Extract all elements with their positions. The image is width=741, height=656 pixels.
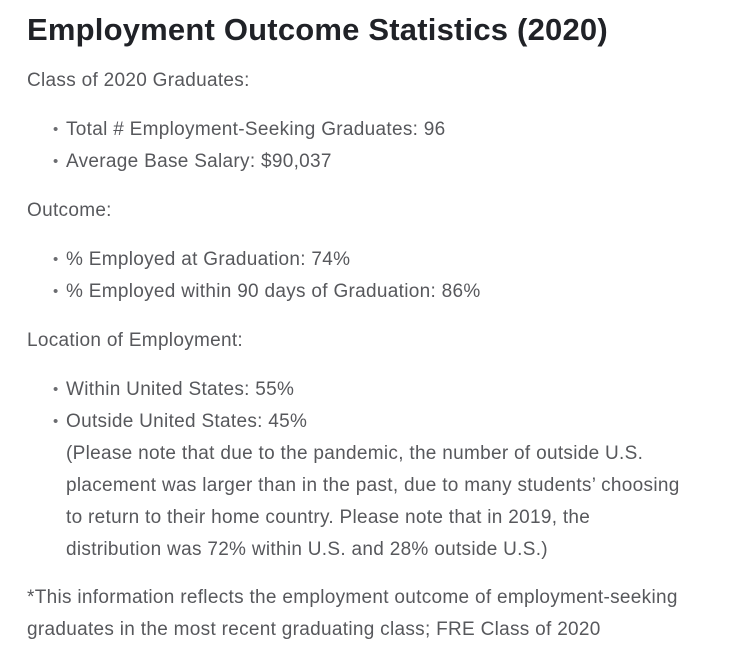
location-list	[27, 374, 711, 566]
list-item-outside-us	[66, 406, 711, 566]
outside-us-value: Outside United States: 45%	[66, 411, 308, 432]
list-item-within-us: • Within United States: 55%	[66, 374, 711, 406]
outcome-list	[27, 244, 711, 308]
class-of-2020-list	[27, 114, 711, 178]
section-label-location: Location of Employment:	[27, 330, 244, 351]
pandemic-note-line: to return to their home country. Please note that in 2019, the	[66, 507, 591, 528]
footnote-line: *This information reflects the employment outcome of employment-seeking	[27, 587, 678, 608]
list-item-average-salary: • Average Base Salary: $90,037	[66, 146, 711, 178]
footnote	[27, 582, 711, 646]
pandemic-note-line: distribution was 72% within U.S. and 28% outside U.S.)	[66, 539, 548, 560]
section-label-class-of-2020: Class of 2020 Graduates:	[27, 70, 250, 91]
list-item-employed-90-days: • % Employed within 90 days of Graduation: 86%	[66, 276, 711, 308]
footnote-line: graduates in the most recent graduating class; FRE Class of 2020	[27, 619, 601, 640]
list-item-employed-at-graduation: • % Employed at Graduation: 74%	[66, 244, 711, 276]
pandemic-note-line: (Please note that due to the pandemic, the number of outside U.S.	[66, 443, 644, 464]
pandemic-note-line: placement was larger than in the past, due to many students’ choosing	[66, 475, 680, 496]
section-label-outcome: Outcome:	[27, 200, 112, 221]
pandemic-note	[66, 438, 711, 566]
list-item-total-graduates: • Total # Employment-Seeking Graduates: 96	[66, 114, 711, 146]
page-title: Employment Outcome Statistics (2020)	[27, 12, 608, 47]
